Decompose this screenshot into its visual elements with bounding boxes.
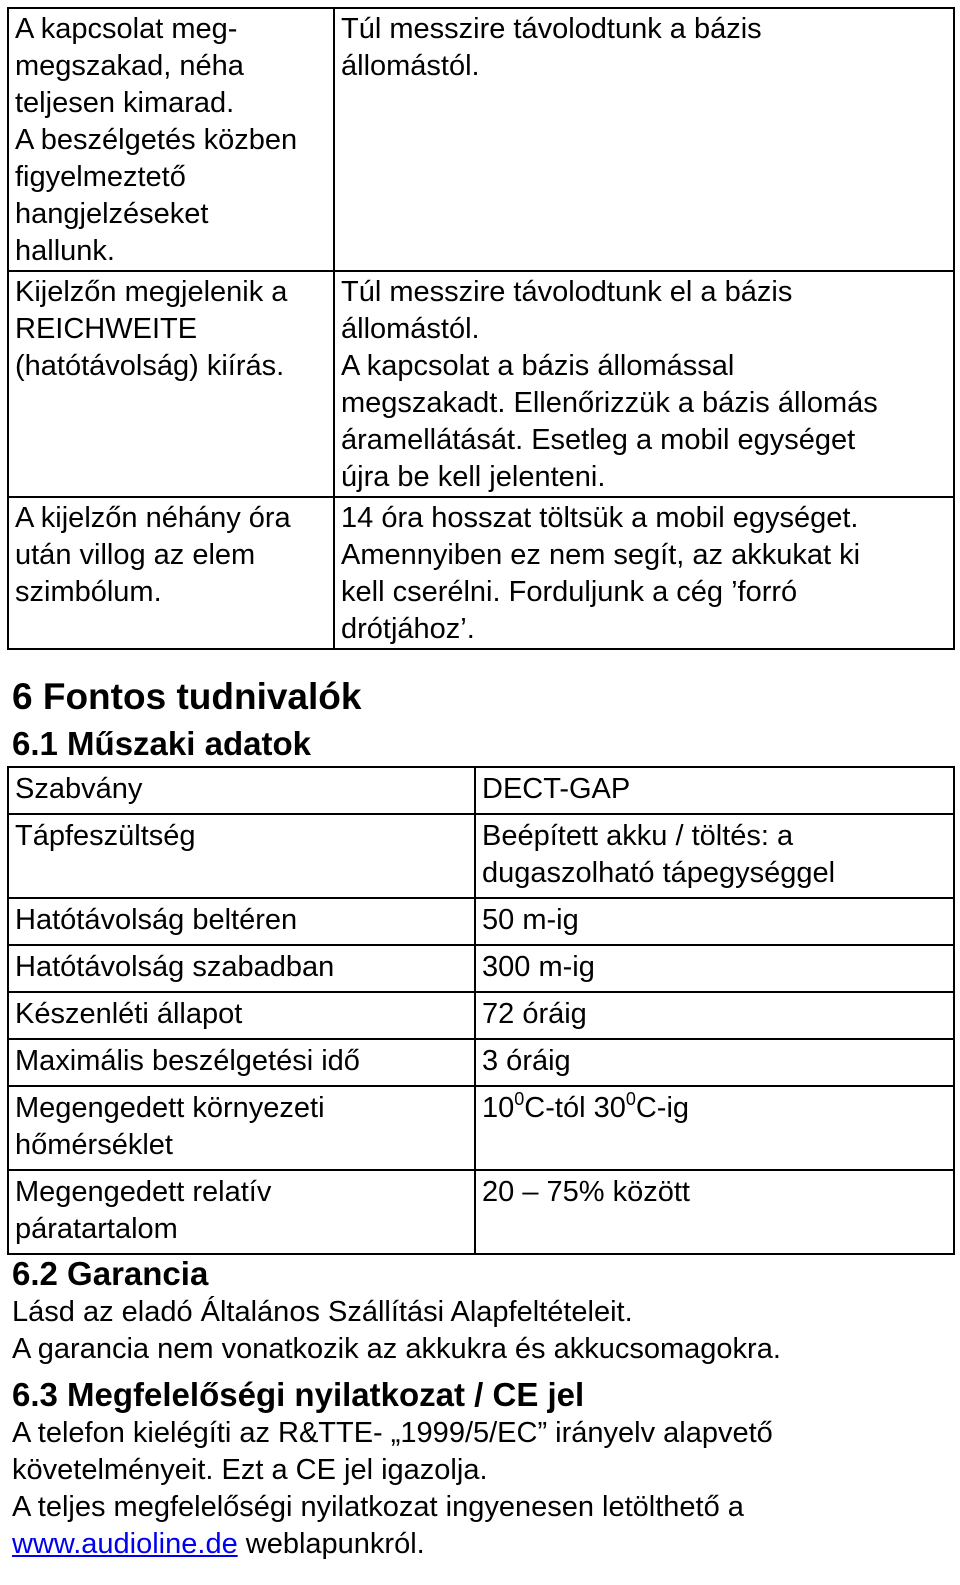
- text-line: 72 óráig: [482, 998, 587, 1030]
- spec-label: [8, 1170, 475, 1254]
- text-line: állomástól.: [341, 50, 480, 82]
- text-line: kell cserélni. Forduljunk a cég ’forró: [341, 576, 798, 608]
- text-line: A teljes megfelelőségi nyilatkozat ingyenesen letölthető a: [12, 1491, 744, 1523]
- temp-min: 10: [482, 1092, 515, 1124]
- text-line: áramellátását. Esetleg a mobil egységet: [341, 424, 856, 456]
- solution-cell: [334, 497, 954, 649]
- text-line: figyelmeztető: [15, 161, 186, 193]
- subsection-title-tech: 6.1 Műszaki adatok: [12, 725, 311, 762]
- degree-superscript: 0: [514, 1089, 525, 1109]
- spec-value: [475, 945, 954, 992]
- table-row: [8, 1086, 954, 1170]
- table-row: [8, 945, 954, 992]
- text-line: DECT-GAP: [482, 773, 631, 805]
- text-line: Tápfeszültség: [15, 820, 196, 852]
- text-line: drótjához’.: [341, 613, 475, 645]
- guarantee-text: [12, 1294, 781, 1368]
- text-line: Megengedett környezeti: [15, 1092, 325, 1124]
- spec-value: [475, 1086, 954, 1170]
- text-line: Túl messzire távolodtunk el a bázis: [341, 276, 793, 308]
- text-line: 3 óráig: [482, 1045, 571, 1077]
- spec-label: [8, 992, 475, 1039]
- text-line: után villog az elem: [15, 539, 256, 571]
- text-line: hangjelzéseket: [15, 198, 209, 230]
- spec-value: [475, 1170, 954, 1254]
- text-line: Maximális beszélgetési idő: [15, 1045, 360, 1077]
- text-line: szimbólum.: [15, 576, 162, 608]
- text-line: Hatótávolság beltéren: [15, 904, 298, 936]
- table-row: [8, 992, 954, 1039]
- text-line: A garancia nem vonatkozik az akkukra és akkucsomagokra.: [12, 1333, 781, 1365]
- spec-value: [475, 814, 954, 898]
- degree-superscript: 0: [625, 1089, 636, 1109]
- text-line: Amennyiben ez nem segít, az akkukat ki: [341, 539, 861, 571]
- table-row: [8, 497, 954, 649]
- problem-cell: [8, 271, 334, 497]
- subsection-title-conformity: 6.3 Megfelelőségi nyilatkozat / CE jel: [12, 1376, 585, 1413]
- temperature-range: [482, 1090, 947, 1127]
- text-line: Készenléti állapot: [15, 998, 243, 1030]
- spec-label: [8, 767, 475, 814]
- link-suffix: weblapunkról.: [237, 1528, 425, 1560]
- text-line: állomástól.: [341, 313, 480, 345]
- table-row: [8, 898, 954, 945]
- text-line: A telefon kielégíti az R&TTE- „1999/5/EC” irányelv alapvető: [12, 1417, 773, 1449]
- spec-value: [475, 992, 954, 1039]
- text-line: Hatótávolság szabadban: [15, 951, 335, 983]
- text-line: Szabvány: [15, 773, 143, 805]
- solution-cell: [334, 8, 954, 271]
- text-line: 50 m-ig: [482, 904, 579, 936]
- table-row: [8, 1170, 954, 1254]
- text-line: Kijelzőn megjelenik a: [15, 276, 288, 308]
- text-line: REICHWEITE: [15, 313, 198, 345]
- text-line: A kapcsolat meg-: [15, 13, 238, 45]
- problem-cell: [8, 497, 334, 649]
- spec-label: [8, 1039, 475, 1086]
- text-line: újra be kell jelenteni.: [341, 461, 606, 493]
- text-line: dugaszolható tápegységgel: [482, 857, 836, 889]
- text-line: [12, 1526, 773, 1563]
- text-line: 14 óra hosszat töltsük a mobil egységet.: [341, 502, 859, 534]
- table-row: [8, 8, 954, 271]
- text-line: teljesen kimarad.: [15, 87, 235, 119]
- temp-text: C-tól 30: [524, 1092, 626, 1124]
- text-line: A beszélgetés közben: [15, 124, 298, 156]
- website-link[interactable]: www.audioline.de: [12, 1528, 238, 1560]
- subsection-title-guarantee: 6.2 Garancia: [12, 1255, 209, 1292]
- spec-label: [8, 1086, 475, 1170]
- conformity-text: [12, 1415, 773, 1563]
- text-line: 300 m-ig: [482, 951, 595, 983]
- text-line: Túl messzire távolodtunk a bázis: [341, 13, 762, 45]
- text-line: megszakad, néha: [15, 50, 244, 82]
- table-row: [8, 271, 954, 497]
- spec-value: [475, 1039, 954, 1086]
- spec-label: [8, 898, 475, 945]
- specs-table: [7, 766, 955, 1255]
- text-line: (hatótávolság) kiírás.: [15, 350, 285, 382]
- text-line: megszakadt. Ellenőrizzük a bázis állomás: [341, 387, 878, 419]
- text-line: Lásd az eladó Általános Szállítási Alapfeltételeit.: [12, 1296, 633, 1328]
- solution-cell: [334, 271, 954, 497]
- text-line: Beépített akku / töltés: a: [482, 820, 794, 852]
- spec-label: [8, 945, 475, 992]
- text-line: A kijelzőn néhány óra: [15, 502, 291, 534]
- temp-text: C-ig: [635, 1092, 690, 1124]
- text-line: hőmérséklet: [15, 1129, 173, 1161]
- troubleshooting-table: [7, 7, 955, 650]
- text-line: Megengedett relatív: [15, 1176, 272, 1208]
- spec-label: [8, 814, 475, 898]
- text-line: A kapcsolat a bázis állomással: [341, 350, 735, 382]
- text-line: hallunk.: [15, 235, 115, 267]
- table-row: [8, 767, 954, 814]
- text-line: páratartalom: [15, 1213, 178, 1245]
- spec-value: [475, 767, 954, 814]
- section-title: 6 Fontos tudnivalók: [12, 676, 362, 717]
- table-row: [8, 1039, 954, 1086]
- text-line: követelményeit. Ezt a CE jel igazolja.: [12, 1454, 488, 1486]
- spec-value: [475, 898, 954, 945]
- table-row: [8, 814, 954, 898]
- text-line: 20 – 75% között: [482, 1176, 690, 1208]
- problem-cell: [8, 8, 334, 271]
